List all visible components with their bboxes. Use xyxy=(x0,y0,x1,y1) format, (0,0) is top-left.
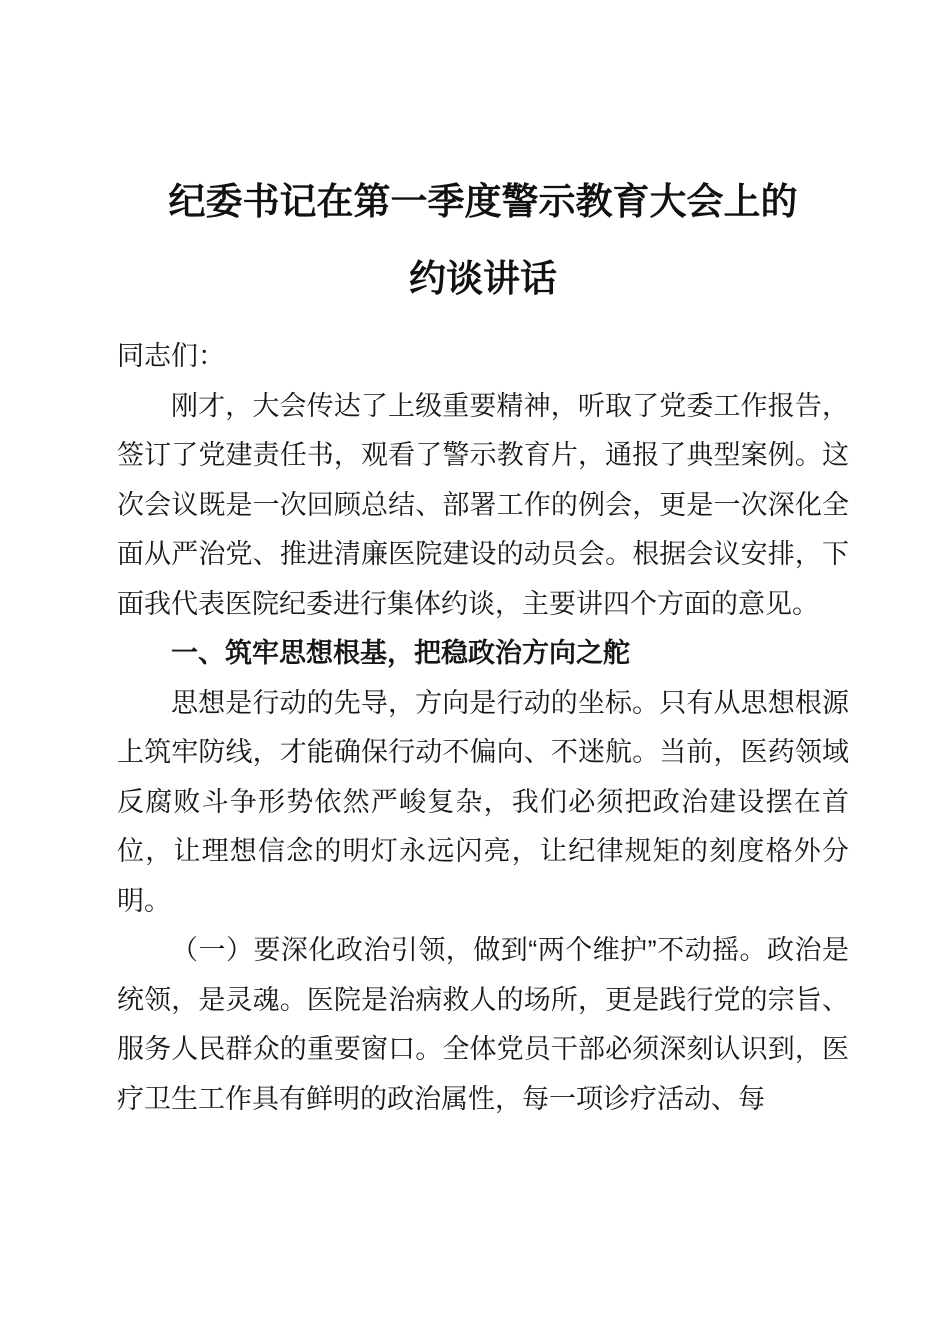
document-title xyxy=(117,163,849,317)
salutation-line: 同志们： xyxy=(117,341,225,371)
paragraph-subsection-1: （一）要深化政治引领，做到“两个维护”不动摇。政治是统领，是灵魂。医院是治病救人的场所，更是践行党的宗旨、服务人民群众的重要窗口。全体党员干部必须深刻认识到，医疗卫生工作具有鲜明的政治属性，每一项诊疗活动、每 xyxy=(117,935,849,1114)
document-title-line-2: 约谈讲话 xyxy=(409,258,557,299)
section-heading-1: 一、筑牢思想根基，把稳政治方向之舵 xyxy=(171,638,630,668)
paragraph-section1-body: 思想是行动的先导，方向是行动的坐标。只有从思想根源上筑牢防线，才能确保行动不偏向、不迷航。当前，医药领域反腐败斗争形势依然严峻复杂，我们必须把政治建设摆在首位，让理想信念的明灯永远闪亮，让纪律规矩的刻度格外分明。 xyxy=(117,687,849,916)
paragraph-opening: 刚才，大会传达了上级重要精神，听取了党委工作报告，签订了党建责任书，观看了警示教育片，通报了典型案例。这次会议既是一次回顾总结、部署工作的例会，更是一次深化全面从严治党、推进清廉医院建设的动员会。根据会议安排，下面我代表医院纪委进行集体约谈，主要讲四个方面的意见。 xyxy=(117,390,849,619)
document-title-line-1: 纪委书记在第一季度警示教育大会上的 xyxy=(168,181,798,222)
